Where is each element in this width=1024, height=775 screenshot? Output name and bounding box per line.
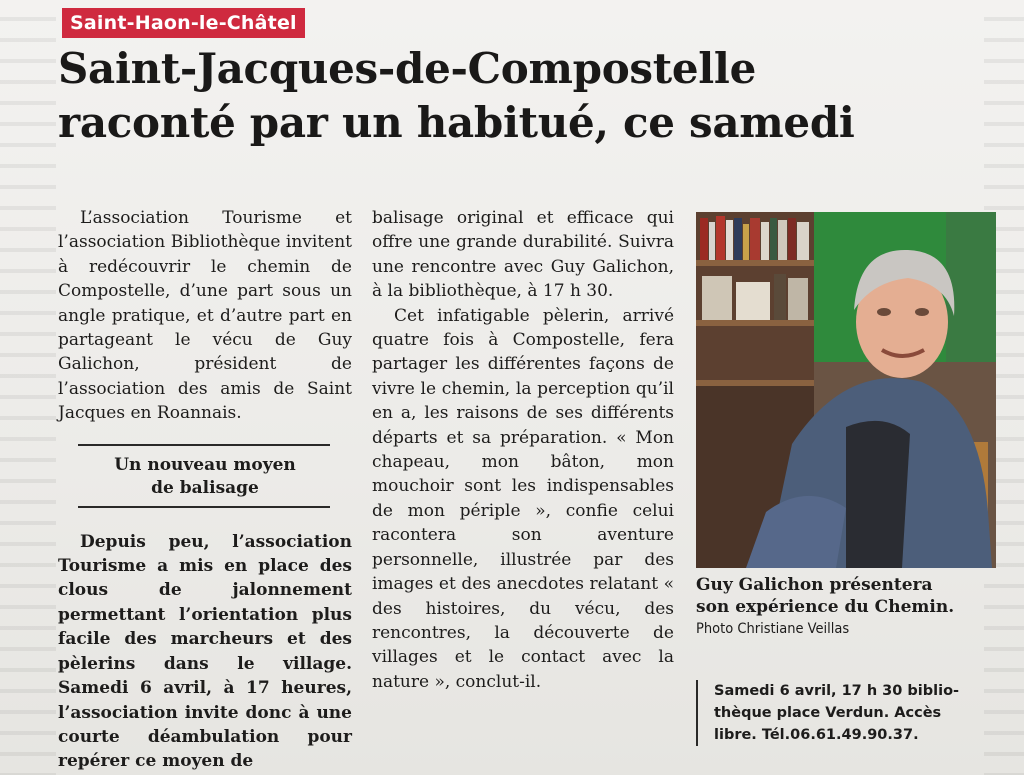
body-paragraph-col1: Depuis peu, l’association Tourisme a mis en place des clous de jalonnement permettant l’orientation plus facile des marcheurs et des pèlerins dans le village. Samedi 6 avril, à 17 heures, l’association invite donc à une courte déambulation pour repérer ce moyen de — [58, 531, 352, 772]
info-line-1: Samedi 6 avril, 17 h 30 biblio- — [714, 683, 960, 699]
location-kicker: Saint-Haon-le-Châtel — [62, 8, 305, 38]
headline-line-1: Saint-Jacques-de-Compostelle — [58, 44, 757, 93]
subhead-line-1: Un nouveau moyen — [114, 454, 296, 475]
caption-line-2: son expérience du Chemin. — [696, 597, 955, 617]
info-line-3: libre. Tél.06.61.49.90.37. — [714, 727, 919, 743]
portrait-photo — [696, 212, 996, 568]
body-paragraph-col2-2: Cet infatigable pèlerin, arrivé quatre fois à Compostelle, fera partager les différentes façons de vivre le chemin, la perception qu’il en a, les raisons de ses différents départs et sa préparation. « Mon chapeau, mon bâton, mon mouchoir sont les indispensables de mon périple », confie celui racontera son aventure personnelle, illustrée par des images et des anecdotes relatant « des histoires, du vécu, des rencontres, la découverte de villages et le contact avec la nature », conclut-il. — [372, 305, 674, 692]
caption-line-1: Guy Galichon présentera — [696, 575, 933, 595]
practical-info-box — [696, 680, 1004, 746]
portrait-photo-illustration — [696, 212, 996, 568]
article-headline — [58, 42, 988, 150]
intro-paragraph: L’association Tourisme et l’association Bibliothèque invitent à redécouvrir le chemin de Compostelle, d’une part sous un angle pratique, et d’autre part en partageant le vécu de Guy Galichon, président de l’association des amis de Saint Jacques en Roannais. — [58, 208, 352, 424]
adjacent-column-bleed-left — [0, 0, 56, 775]
subhead-rule-top — [78, 444, 330, 446]
headline-line-2: raconté par un habitué, ce samedi — [58, 98, 855, 147]
body-paragraph-col2-1: balisage original et efficace qui offre une grande durabilité. Suivra une rencontre avec Guy Galichon, à la bibliothèque, à 17 h 30. — [372, 208, 674, 302]
photo-credit: Photo Christiane Veillas — [696, 621, 850, 637]
article-column-2 — [372, 206, 674, 694]
subhead-line-2: de balisage — [151, 477, 259, 498]
article-column-1 — [58, 206, 352, 774]
subhead — [58, 454, 352, 500]
photo-caption — [696, 574, 996, 640]
info-line-2: thèque place Verdun. Accès — [714, 705, 942, 721]
